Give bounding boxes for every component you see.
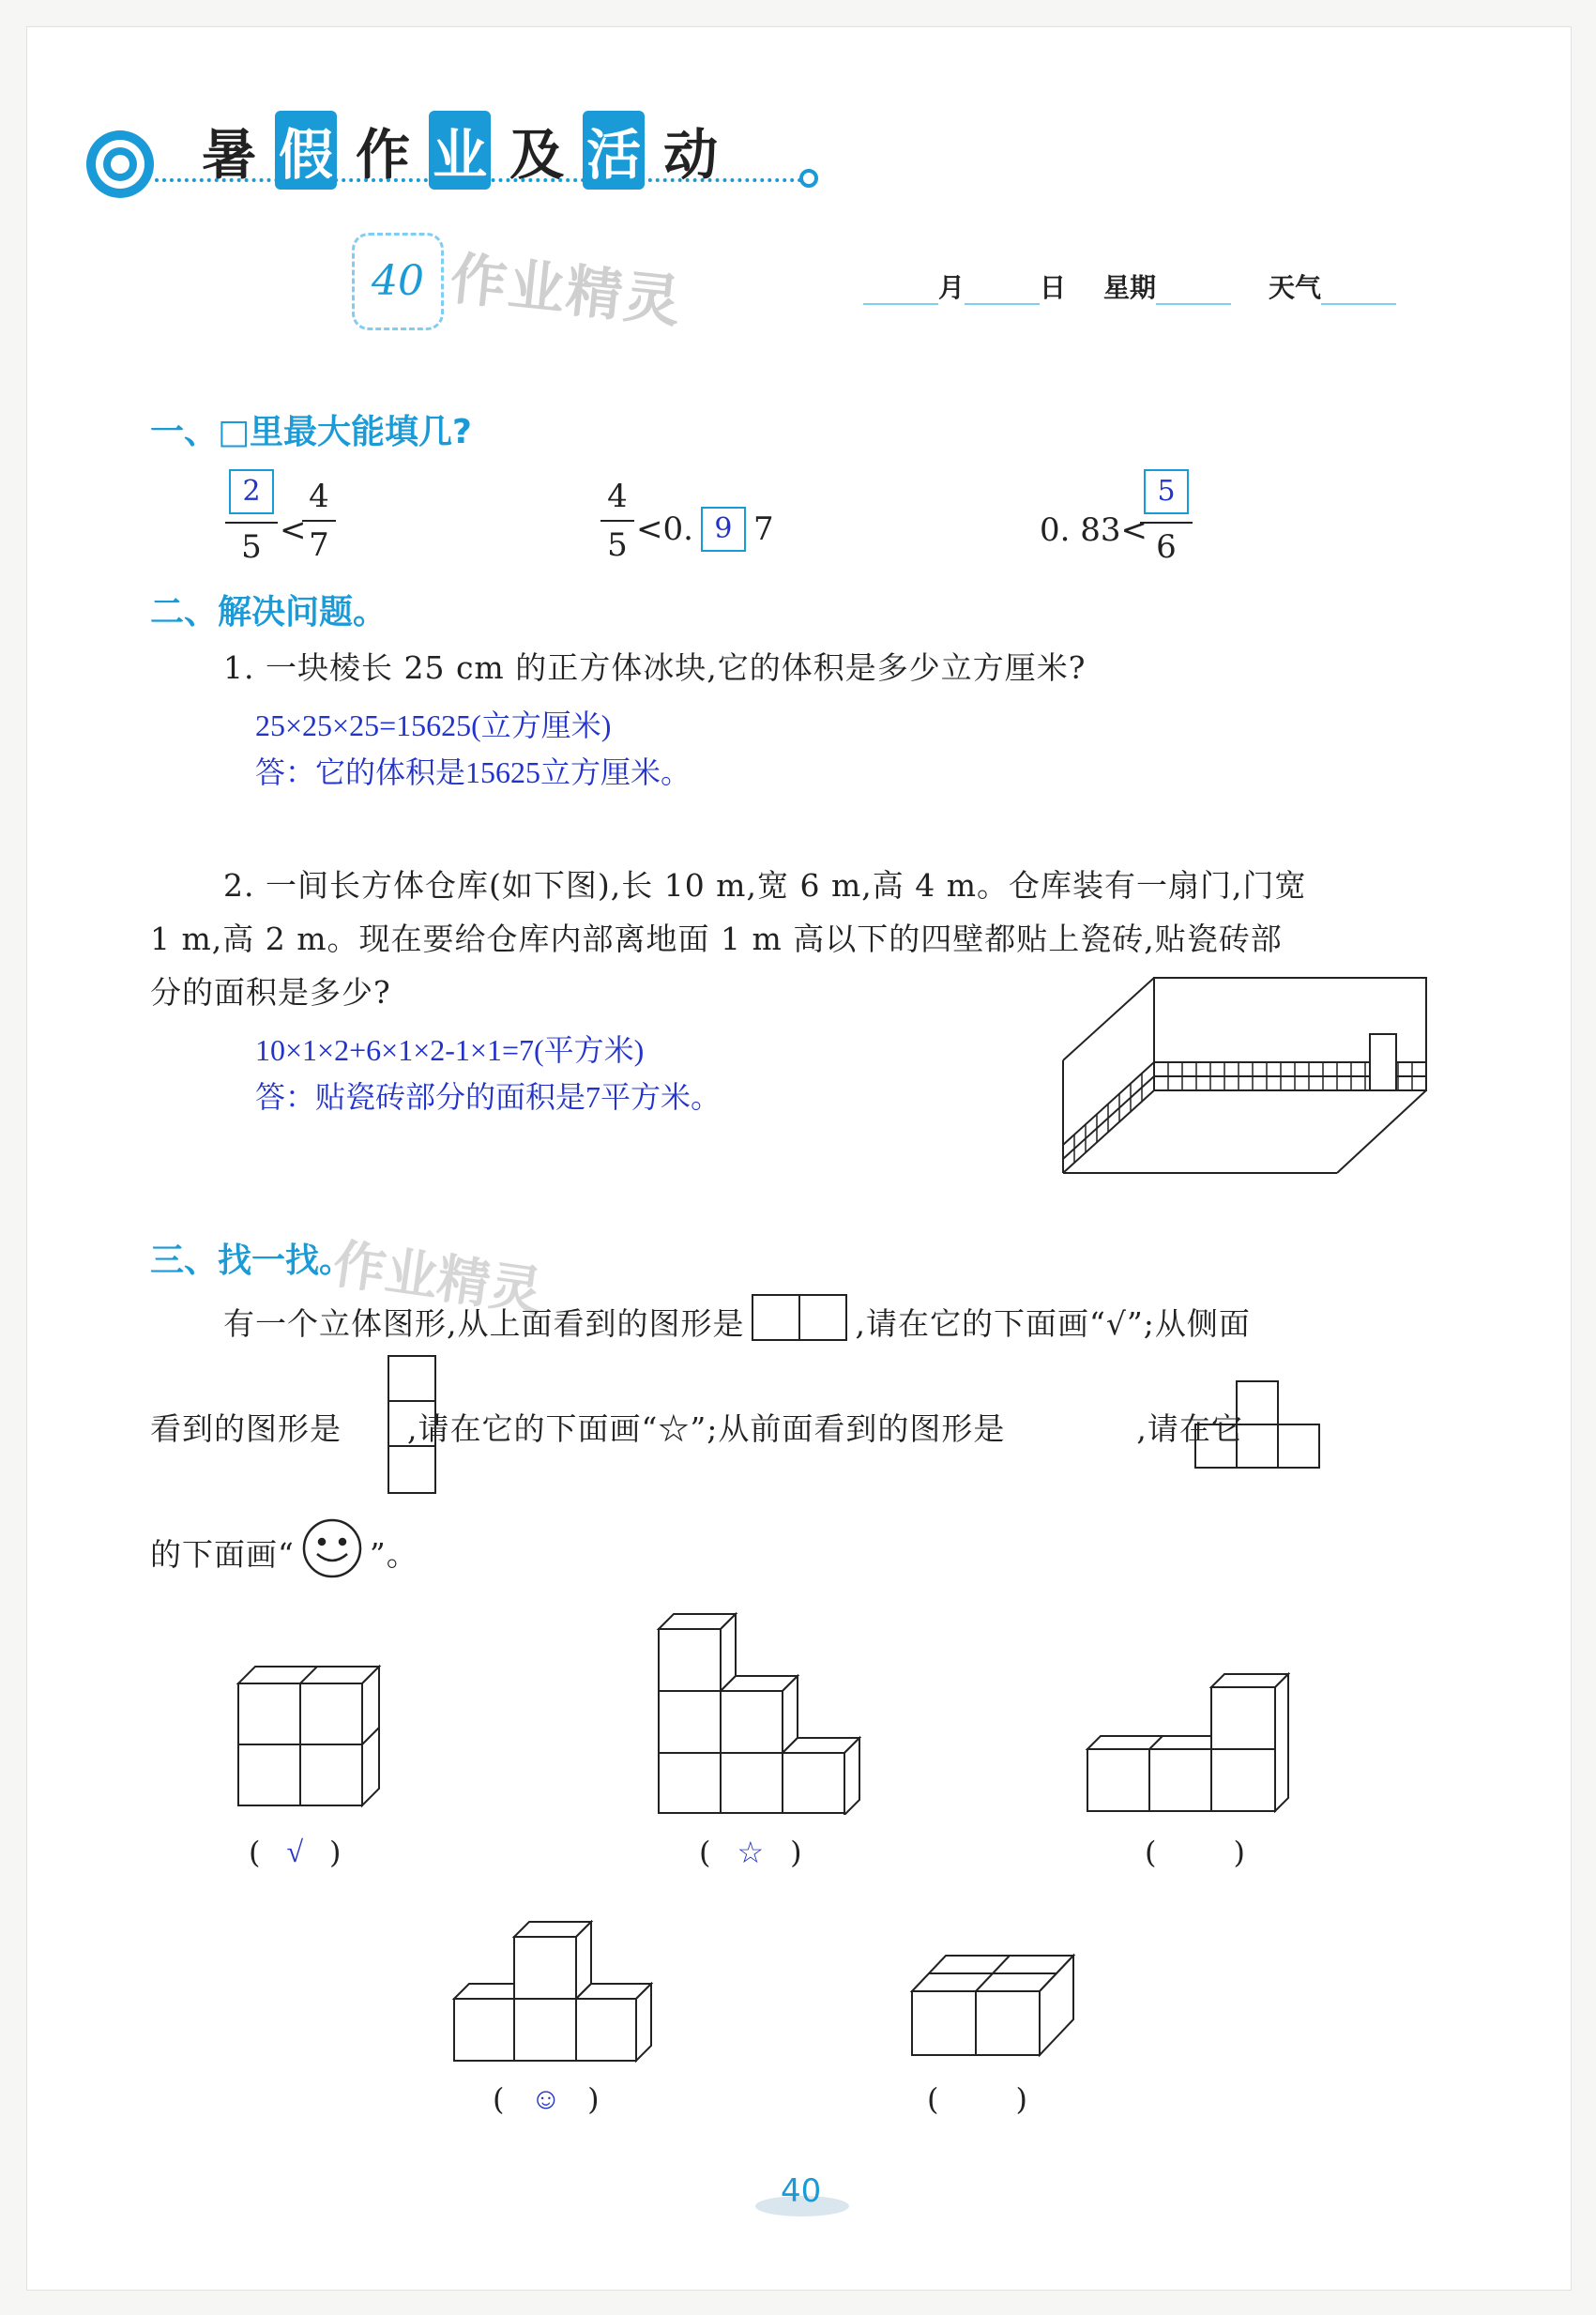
date-line: [863, 267, 1396, 305]
weather-blank[interactable]: [1321, 303, 1396, 305]
month-blank[interactable]: [863, 303, 938, 305]
month-label: 月: [938, 272, 965, 303]
frac-2-answer-box[interactable]: 9: [701, 507, 746, 552]
lesson-number: 40: [372, 257, 424, 305]
frac-1-answer-box[interactable]: 2: [229, 469, 274, 514]
section3-watermark: 作业精灵: [328, 1233, 546, 1324]
frac-1-den: 5: [241, 528, 262, 566]
answer-mark: [1182, 1835, 1207, 1870]
frac-2-expr: [636, 507, 774, 552]
option-figure-a: [235, 1663, 385, 1817]
s3-para-line1: [223, 1293, 1251, 1349]
warehouse-diagram: [1056, 974, 1431, 1180]
title-char: 业: [429, 111, 491, 190]
answer-mark: ☆: [737, 1835, 765, 1869]
q1-work: 25×25×25=15625(立方厘米): [255, 708, 612, 742]
answer-mark: √: [286, 1835, 304, 1868]
q2-line2: 1 m,高 2 m。现在要给仓库内部离地面 1 m 高以下的四壁都贴上瓷砖,贴瓷砖部: [150, 921, 1283, 957]
paren-open: (: [493, 2081, 505, 2117]
paren-close: ): [1015, 2081, 1027, 2117]
answer-mark: ☺: [530, 2081, 562, 2115]
header-line-end-icon: [799, 169, 818, 188]
s3-para-line3: [150, 1518, 418, 1586]
weekday-blank[interactable]: [1156, 303, 1231, 305]
page-number: 40: [781, 2172, 822, 2210]
s3-p1a: 有一个立体图形,从上面看到的图形是: [223, 1304, 745, 1342]
paren-close: ): [587, 2081, 600, 2117]
s3-p1b: ,请在它的下面画“√”;从侧面: [855, 1304, 1251, 1342]
frac-2-suffix: 7: [752, 510, 774, 548]
title-char: 动: [663, 123, 719, 187]
frac-2-den: 5: [607, 526, 628, 564]
paren-open: (: [1145, 1835, 1157, 1870]
s3-p3a: 的下面画“: [150, 1535, 295, 1573]
paren-open: (: [249, 1835, 261, 1870]
title-char: 作: [356, 123, 411, 187]
day-blank[interactable]: [965, 303, 1040, 305]
header-watermark: 作业精灵: [447, 246, 686, 336]
title-char: 假: [275, 111, 337, 190]
option-figure-c: [1084, 1667, 1290, 1820]
frac-1-left: [225, 469, 278, 566]
answer-paren-d[interactable]: [493, 2081, 600, 2117]
title-char: 暑: [202, 123, 257, 187]
lesson-number-badge: [352, 233, 444, 330]
s3-p2a: 看到的图形是: [150, 1410, 342, 1447]
frac-2-prefix: <0.: [636, 510, 693, 548]
s3-para-line2: [150, 1405, 1243, 1449]
answer-paren-e[interactable]: [927, 2081, 1027, 2117]
q2-work: 10×1×2+6×1×2-1×1=7(平方米): [255, 1033, 645, 1067]
answer-paren-c[interactable]: [1145, 1835, 1245, 1870]
weather-label: 天气: [1269, 272, 1322, 303]
section2-title: 二、解决问题。: [150, 593, 388, 632]
top-view-figure: [751, 1293, 850, 1349]
frac-3-right: [1140, 469, 1193, 566]
front-view-figure: [1192, 1379, 1323, 1477]
frac-1-rden: 7: [309, 526, 329, 564]
option-figure-d: [450, 1914, 657, 2068]
frac-3-den: 6: [1156, 528, 1177, 566]
header-logo-icon: [83, 127, 158, 202]
s3-p2c: ,请在它: [1136, 1410, 1243, 1447]
frac-3-left: 0. 83<: [1040, 511, 1148, 549]
s3-p3b: ”。: [369, 1535, 418, 1573]
day-label: 日: [1040, 272, 1067, 303]
paren-open: (: [927, 2081, 939, 2117]
q2-line3: 分的面积是多少?: [150, 974, 391, 1011]
paren-close: ): [790, 1835, 802, 1870]
frac-1-rnum: 4: [309, 478, 329, 515]
section1-title: 一、□里最大能填几?: [150, 413, 472, 451]
answer-paren-a[interactable]: [249, 1835, 342, 1870]
weekday-label: 星期: [1103, 272, 1157, 303]
q1-text: 1. 一块棱长 25 cm 的正方体冰块,它的体积是多少立方厘米?: [223, 649, 1087, 686]
q2-line1: 2. 一间长方体仓库(如下图),长 10 m,宽 6 m,高 4 m。仓库装有一扇门,门宽: [223, 867, 1307, 904]
s3-p2b: ,请在它的下面画“☆”;从前面看到的图形是: [407, 1410, 1006, 1447]
q1-answer: 答：它的体积是15625立方厘米。: [255, 755, 692, 789]
paren-close: ): [1233, 1835, 1245, 1870]
frac-2-left: [600, 478, 634, 564]
title-char: 活: [583, 111, 645, 190]
answer-mark: [965, 2081, 989, 2117]
frac-1-op: <: [280, 511, 307, 549]
section3-title: 三、找一找。: [150, 1241, 354, 1280]
smiley-icon: [298, 1518, 366, 1586]
frac-3-answer-box[interactable]: 5: [1144, 469, 1189, 514]
option-figure-e: [908, 1952, 1077, 2068]
q2-answer: 答：贴瓷砖部分的面积是7平方米。: [255, 1080, 722, 1114]
paren-open: (: [699, 1835, 711, 1870]
answer-paren-b[interactable]: [699, 1835, 802, 1870]
option-figure-b: [655, 1607, 861, 1819]
frac-1-right: [302, 478, 336, 564]
frac-2-num: 4: [607, 478, 628, 515]
title-char: 及: [509, 123, 565, 187]
header-dotted-line: [155, 178, 802, 182]
paren-close: ): [329, 1835, 342, 1870]
